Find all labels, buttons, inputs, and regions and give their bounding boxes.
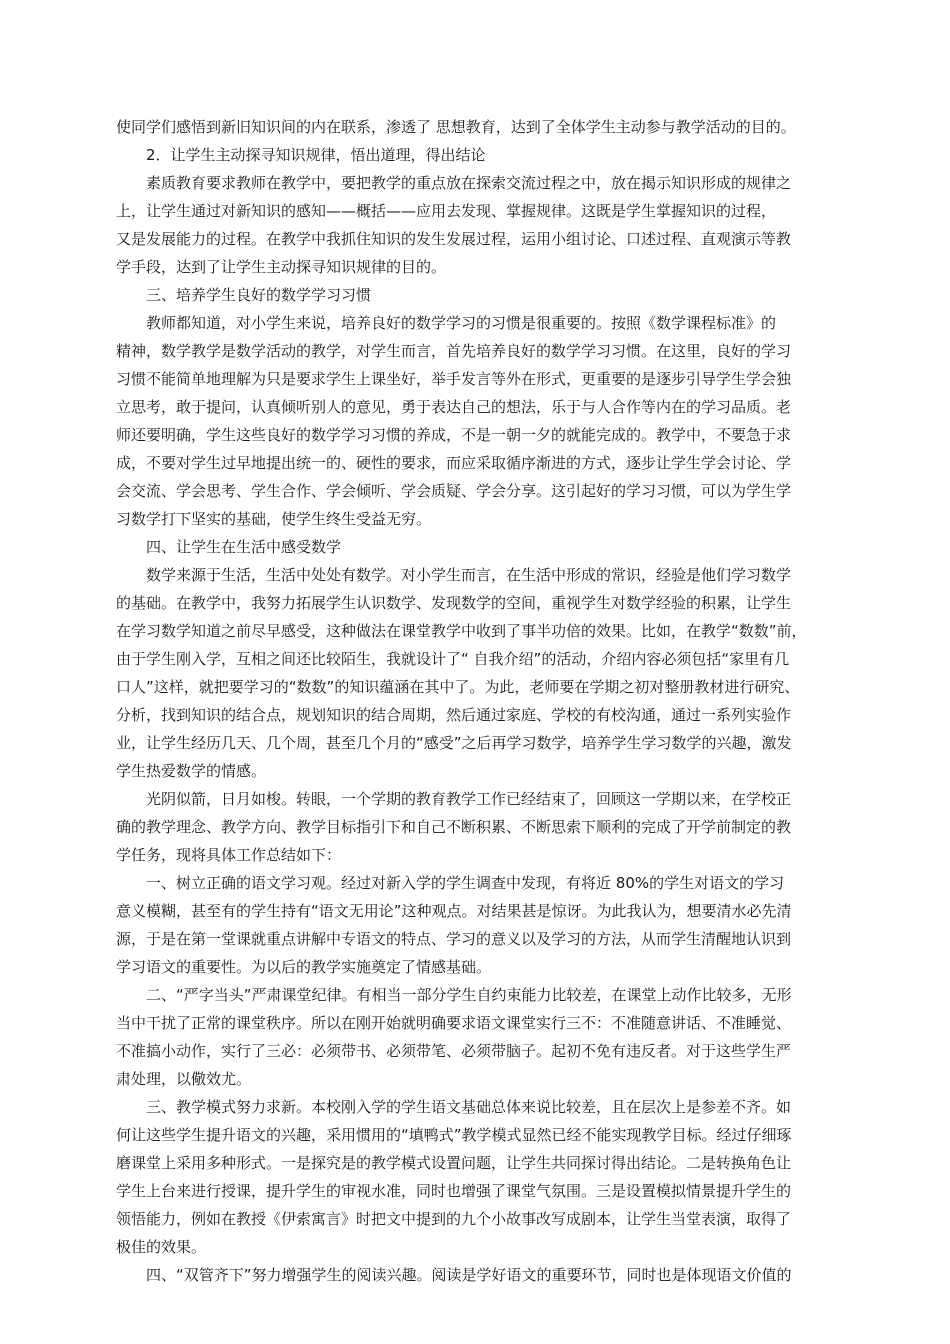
text-line: 学手段，达到了让学生主动探寻知识规律的目的。 xyxy=(116,258,447,276)
text-line: 口人”这样，就把要学习的“数数”的知识蕴涵在其中了。为此，老师要在学期之初对整册教材进行研究、 xyxy=(116,678,800,696)
text-line: 光阴似箭，日月如梭。转眼，一个学期的教育教学工作已经结束了，回顾这一学期以来，在学校正 xyxy=(146,790,792,808)
text-line: 分析，找到知识的结合点，规划知识的结合周期，然后通过家庭、学校的有校沟通，通过一系列实验作 xyxy=(116,706,792,724)
text-line: 肃处理，以儆效尤。 xyxy=(116,1070,252,1088)
text-line: 习惯不能简单地理解为只是要求学生上课坐好，举手发言等外在形式，更重要的是逐步引导学生学会独 xyxy=(116,370,792,388)
text-line: 当中干扰了正常的课堂秩序。所以在刚开始就明确要求语文课堂实行三不：不准随意讲话、不准睡觉、 xyxy=(116,1014,792,1032)
text-line: 使同学们感悟到新旧知识间的内在联系，渗透了 思想教育，达到了全体学生主动参与教学活动的目的。 xyxy=(116,118,796,136)
text-line: 一、树立正确的语文学习观。经过对新入学的学生调查中发现，有将近 80%的学生对语文的学习 xyxy=(146,874,785,892)
text-line: 何让这些学生提升语文的兴趣，采用惯用的“填鸭式”教学模式显然已经不能实现教学目标。经过仔细琢 xyxy=(116,1126,792,1144)
text-line: 精神，数学教学是数学活动的教学，对学生而言，首先培养良好的数学学习习惯。在这里，良好的学习 xyxy=(116,342,792,360)
text-line: 师还要明确，学生这些良好的数学学习习惯的养成，不是一朝一夕的就能完成的。教学中，不要急于求 xyxy=(116,426,792,444)
text-line: 的基础。在教学中，我努力拓展学生认识数学、发现数学的空间，重视学生对数学经验的积累，让学生 xyxy=(116,594,792,612)
text-line: 磨课堂上采用多种形式。一是探究是的教学模式设置问题，让学生共同探讨得出结论。二是转换角色让 xyxy=(116,1154,792,1172)
text-line: 领悟能力，例如在教授《伊索寓言》时把文中提到的九个小故事改写成剧本，让学生当堂表演，取得了 xyxy=(116,1210,792,1228)
section-heading: 四、让学生在生活中感受数学 xyxy=(146,538,342,556)
text-line: 由于学生刚入学，互相之间还比较陌生，我就设计了“ 自我介绍”的活动，介绍内容必须包括“家里有几 xyxy=(116,650,790,668)
text-line: 源，于是在第一堂课就重点讲解中专语文的特点、学习的意义以及学习的方法，从而学生清醒地认识到 xyxy=(116,930,792,948)
text-line: 会交流、学会思考、学生合作、学会倾听、学会质疑、学会分享。这引起好的学习习惯，可以为学生学 xyxy=(116,482,792,500)
text-line: 成，不要对学生过早地提出统一的、硬性的要求，而应采取循序渐进的方式，逐步让学生学会讨论、学 xyxy=(116,454,792,472)
text-line: 数学来源于生活，生活中处处有数学。对小学生而言，在生活中形成的常识，经验是他们学习数学 xyxy=(146,566,792,584)
text-line: 在学习数学知道之前尽早感受，这种做法在课堂教学中收到了事半功倍的效果。比如，在教学“数数”前， xyxy=(116,622,807,640)
text-line: 学习语文的重要性。为以后的教学实施奠定了情感基础。 xyxy=(116,958,492,976)
text-line: 学生上台来进行授课，提升学生的审视水准，同时也增强了课堂气氛围。三是设置模拟情景提升学生的 xyxy=(116,1182,792,1200)
text-line: 四、“双管齐下”努力增强学生的阅读兴趣。阅读是学好语文的重要环节，同时也是体现语文价值的 xyxy=(146,1266,792,1284)
text-line: 习数学打下坚实的基础，使学生终生受益无穷。 xyxy=(116,510,432,528)
text-line: 极佳的效果。 xyxy=(116,1238,207,1256)
text-line: 学任务，现将具体工作总结如下： xyxy=(116,846,342,864)
text-line: 上，让学生通过对新知识的感知——概括——应用去发现、掌握规律。这既是学生掌握知识的过程， xyxy=(116,202,777,220)
text-line: 意义模糊，甚至有的学生持有“语文无用论”这种观点。对结果甚是惊讶。为此我认为，想要清水必先清 xyxy=(116,902,792,920)
text-line: 教师都知道，对小学生来说，培养良好的数学学习的习惯是很重要的。按照《数学课程标准》的 xyxy=(146,314,777,332)
text-line: 立思考，敢于提问，认真倾听别人的意见，勇于表达自己的想法，乐于与人合作等内在的学习品质。老 xyxy=(116,398,792,416)
section-heading: 三、培养学生良好的数学学习习惯 xyxy=(146,286,372,304)
text-line: 不准搞小动作，实行了三必：必须带书、必须带笔、必须带脑子。起初不免有违反者。对于这些学生严 xyxy=(116,1042,792,1060)
text-line: 学生热爱数学的情感。 xyxy=(116,762,267,780)
text-line: 业，让学生经历几天、几个周，甚至几个月的“感受”之后再学习数学，培养学生学习数学的兴趣，激发 xyxy=(116,734,792,752)
text-line: 素质教育要求教师在教学中，要把教学的重点放在探索交流过程之中，放在揭示知识形成的规律之 xyxy=(146,174,792,192)
text-line: 三、教学模式努力求新。本校刚入学的学生语文基础总体来说比较差，且在层次上是参差不齐。如 xyxy=(146,1098,792,1116)
section-heading: 2．让学生主动探寻知识规律，悟出道理，得出结论 xyxy=(146,146,486,164)
text-line: 确的教学理念、教学方向、教学目标指引下和自己不断积累、不断思索下顺利的完成了开学前制定的教 xyxy=(116,818,792,836)
text-line: 又是发展能力的过程。在教学中我抓住知识的发生发展过程，运用小组讨论、口述过程、直观演示等教 xyxy=(116,230,792,248)
text-line: 二、“严字当头”严肃课堂纪律。有相当一部分学生自约束能力比较差，在课堂上动作比较多，无形 xyxy=(146,986,792,1004)
